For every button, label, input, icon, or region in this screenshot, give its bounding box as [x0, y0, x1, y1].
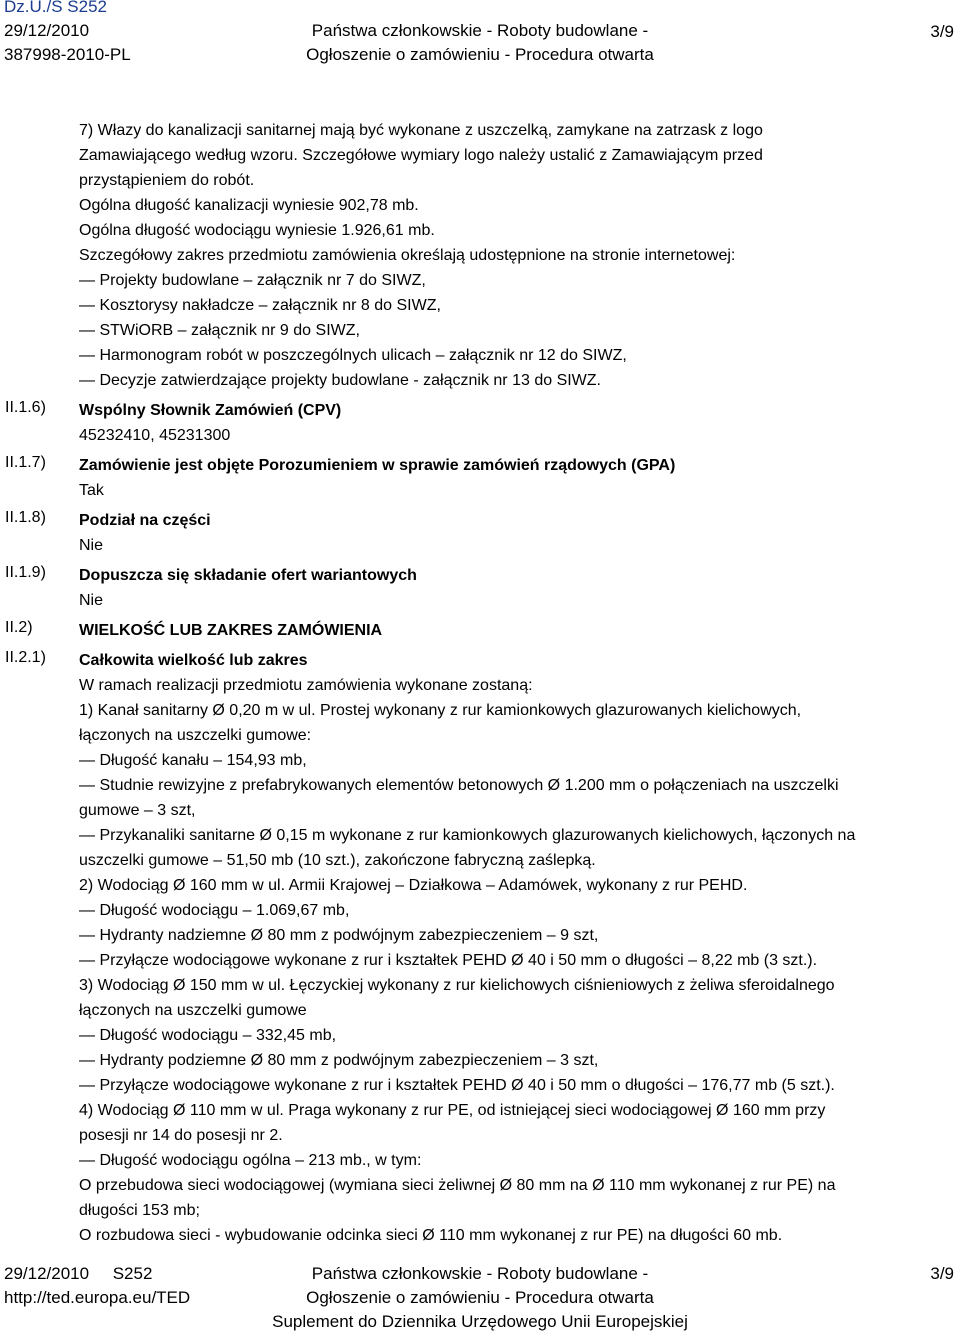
text-line: posesji nr 14 do posesji nr 2. — [79, 1127, 283, 1144]
cpv-title: Wspólny Słownik Zamówień (CPV) — [79, 402, 342, 419]
text-line: W ramach realizacji przedmiotu zamówienia wykonane zostaną: — [79, 677, 533, 694]
text-line: — Decyzje zatwierdzające projekty budowlane - załącznik nr 13 do SIWZ. — [79, 372, 601, 389]
text-line: Zamawiającego według wzoru. Szczegółowe wymiary logo należy ustalić z Zamawiającym przed — [79, 147, 763, 164]
text-line: Szczegółowy zakres przedmiotu zamówienia określają udostępnione na stronie internetowej: — [79, 247, 736, 264]
page-footer — [0, 1262, 960, 1334]
text-line: O przebudowa sieci wodociągowej (wymiana sieci żeliwnej Ø 80 mm na Ø 110 mm wykonanej z rur PE) na — [79, 1177, 836, 1194]
header-page-number: 3/9 — [930, 22, 954, 41]
section-number: II.2.1) — [5, 649, 46, 666]
text-line: łączonych na uszczelki gumowe: — [79, 727, 312, 744]
text-line: 1) Kanał sanitarny Ø 0,20 m w ul. Prostej wykonany z rur kamionkowych glazurowanych kielichowych, — [79, 702, 802, 719]
section-number: II.2) — [5, 619, 33, 636]
section-number: II.1.9) — [5, 564, 46, 581]
notice-number: 387998-2010-PL — [4, 45, 131, 64]
text-line: — Projekty budowlane – załącznik nr 7 do SIWZ, — [79, 272, 426, 289]
text-line: uszczelki gumowe – 51,50 mb (10 szt.), zakończone fabryczną zaślepką. — [79, 852, 596, 869]
text-line: gumowe – 3 szt, — [79, 802, 196, 819]
scope-title: WIELKOŚĆ LUB ZAKRES ZAMÓWIENIA — [79, 622, 383, 639]
lots-title: Podział na części — [79, 512, 211, 529]
text-line: Ogólna długość wodociągu wyniesie 1.926,61 mb. — [79, 222, 435, 239]
text-line: — STWiORB – załącznik nr 9 do SIWZ, — [79, 322, 360, 339]
text-line: 2) Wodociąg Ø 160 mm w ul. Armii Krajowej – Działkowa – Adamówek, wykonany z rur PEHD. — [79, 877, 748, 894]
text-line: — Kosztorysy nakładcze – załącznik nr 8 do SIWZ, — [79, 297, 441, 314]
footer-series: S252 — [112, 1264, 153, 1283]
header-center — [0, 0, 960, 67]
text-line: 3) Wodociąg Ø 150 mm w ul. Łęczyckiej wykonany z rur kielichowych ciśnieniowych z żeliwa sferoidalnego — [79, 977, 835, 994]
text-line: — Hydranty nadziemne Ø 80 mm z podwójnym zabezpieczeniem – 9 szt, — [79, 927, 599, 944]
text-line: O rozbudowa sieci - wybudowanie odcinka sieci Ø 110 mm wykonanej z rur PE) na długości 60 mb. — [79, 1227, 783, 1244]
gpa-title: Zamówienie jest objęte Porozumieniem w sprawie zamówień rządowych (GPA) — [79, 457, 676, 474]
text-line: — Długość wodociągu – 332,45 mb, — [79, 1027, 337, 1044]
text-line: przystąpieniem do robót. — [79, 172, 255, 189]
header-date: 29/12/2010 — [4, 21, 90, 40]
variants-title: Dopuszcza się składanie ofert wariantowych — [79, 567, 417, 584]
text-line: — Długość kanału – 154,93 mb, — [79, 752, 307, 769]
text-line: — Studnie rewizyjne z prefabrykowanych elementów betonowych Ø 1.200 mm o połączeniach na uszczelki — [79, 777, 839, 794]
footer-page-number: 3/9 — [930, 1264, 954, 1283]
text-line: — Hydranty podziemne Ø 80 mm z podwójnym zabezpieczeniem – 3 szt, — [79, 1052, 599, 1069]
main-content — [79, 118, 949, 1248]
text-line: — Długość wodociągu – 1.069,67 mb, — [79, 902, 350, 919]
lots-value: Nie — [79, 537, 104, 554]
text-line: — Przyłącze wodociągowe wykonane z rur i kształtek PEHD Ø 40 i 50 mm o długości – 8,22 mb (3 szt.). — [79, 952, 818, 969]
cpv-value: 45232410, 45231300 — [79, 427, 231, 444]
text-line: Ogólna długość kanalizacji wyniesie 902,78 mb. — [79, 197, 419, 214]
section-number: II.1.8) — [5, 509, 46, 526]
text-line: — Długość wodociągu ogólna – 213 mb., w tym: — [79, 1152, 422, 1169]
text-line: 7) Włazy do kanalizacji sanitarnej mają być wykonane z uszczelką, zamykane na zatrzask z logo — [79, 122, 763, 139]
section-number: II.1.6) — [5, 399, 46, 416]
journal-ref: Dz.U./S S252 — [4, 0, 107, 16]
text-line: długości 153 mb; — [79, 1202, 200, 1219]
text-line: — Harmonogram robót w poszczególnych ulicach – załącznik nr 12 do SIWZ, — [79, 347, 627, 364]
text-line: — Przyłącze wodociągowe wykonane z rur i kształtek PEHD Ø 40 i 50 mm o długości – 176,77 mb (5 szt.). — [79, 1077, 835, 1094]
text-line: łączonych na uszczelki gumowe — [79, 1002, 307, 1019]
total-title: Całkowita wielkość lub zakres — [79, 652, 308, 669]
section-number: II.1.7) — [5, 454, 46, 471]
footer-title-line1: Państwa członkowskie - Roboty budowlane - — [311, 1264, 649, 1283]
header-title-line2: Ogłoszenie o zamówieniu - Procedura otwarta — [306, 45, 654, 64]
text-line: — Przykanaliki sanitarne Ø 0,15 m wykonane z rur kamionkowych glazurowanych kielichowych, łączonych na — [79, 827, 856, 844]
footer-date: 29/12/2010 — [4, 1264, 90, 1283]
gpa-value: Tak — [79, 482, 104, 499]
page-header — [0, 0, 960, 70]
footer-title-line2: Ogłoszenie o zamówieniu - Procedura otwarta — [306, 1288, 654, 1307]
footer-center — [0, 1262, 960, 1334]
text-line: 4) Wodociąg Ø 110 mm w ul. Praga wykonany z rur PE, od istniejącej sieci wodociągowej Ø 160 mm przy — [79, 1102, 826, 1119]
variants-value: Nie — [79, 592, 104, 609]
footer-url[interactable]: http://ted.europa.eu/TED — [4, 1288, 191, 1307]
footer-title-line3: Suplement do Dziennika Urzędowego Unii Europejskiej — [272, 1312, 688, 1331]
header-title-line1: Państwa członkowskie - Roboty budowlane - — [311, 21, 649, 40]
